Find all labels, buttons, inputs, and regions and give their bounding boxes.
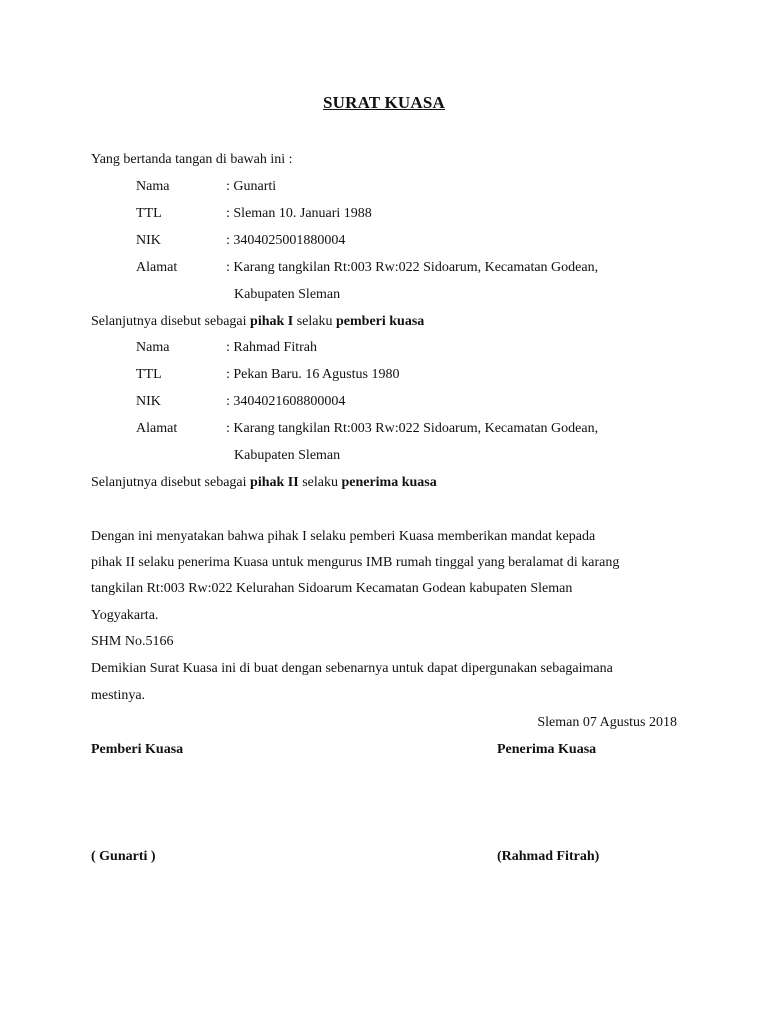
party-label: pihak I xyxy=(250,314,294,329)
grantor-role: Pemberi Kuasa xyxy=(91,742,184,757)
party1-name-value: : Gunarti xyxy=(226,179,277,194)
party-label: pihak II xyxy=(250,475,299,490)
role-label: pemberi kuasa xyxy=(336,314,425,329)
party2-ttl-label: TTL xyxy=(136,367,162,382)
body-line: tangkilan Rt:003 Rw:022 Kelurahan Sidoarum Kecamatan Godean kabupaten Sleman xyxy=(91,581,573,596)
closing-line: mestinya. xyxy=(91,688,146,703)
party1-name-label: Nama xyxy=(136,179,170,194)
party1-nik-label: NIK xyxy=(136,233,161,248)
party1-ttl-value: : Sleman 10. Januari 1988 xyxy=(226,206,372,221)
party2-address-value: : Karang tangkilan Rt:003 Rw:022 Sidoarum, Kecamatan Godean, xyxy=(226,421,599,436)
place-date: Sleman 07 Agustus 2018 xyxy=(537,715,677,730)
party2-name-label: Nama xyxy=(136,340,170,355)
designation-text: selaku xyxy=(293,314,336,329)
party2-nik-value: : 3404021608800004 xyxy=(226,394,346,409)
document-title: SURAT KUASA xyxy=(322,93,445,112)
party2-nik-label: NIK xyxy=(136,394,161,409)
designation-text: Selanjutnya disebut sebagai xyxy=(91,314,251,329)
party2-name-value: : Rahmad Fitrah xyxy=(226,340,317,355)
designation-text: Selanjutnya disebut sebagai xyxy=(91,475,251,490)
designation-text: selaku xyxy=(298,475,342,490)
grantee-role: Penerima Kuasa xyxy=(497,742,597,757)
party1-designation xyxy=(91,313,424,331)
party1-nik-value: : 3404025001880004 xyxy=(226,233,346,248)
intro-text: Yang bertanda tangan di bawah ini : xyxy=(91,152,293,167)
party1-ttl-label: TTL xyxy=(136,206,162,221)
closing-line: Demikian Surat Kuasa ini di buat dengan sebenarnya untuk dapat dipergunakan sebagaimana xyxy=(91,661,613,676)
party1-address-cont: Kabupaten Sleman xyxy=(234,287,341,302)
party2-ttl-value: : Pekan Baru. 16 Agustus 1980 xyxy=(226,367,400,382)
party2-designation xyxy=(91,474,437,492)
party2-address-cont: Kabupaten Sleman xyxy=(234,448,341,463)
body-line: pihak II selaku penerima Kuasa untuk mengurus IMB rumah tinggal yang beralamat di karang xyxy=(91,555,620,570)
party1-address-value: : Karang tangkilan Rt:003 Rw:022 Sidoarum, Kecamatan Godean, xyxy=(226,260,599,275)
grantor-signature-name: ( Gunarti ) xyxy=(91,849,156,864)
shm-number: SHM No.5166 xyxy=(91,634,174,649)
body-line: Dengan ini menyatakan bahwa pihak I selaku pemberi Kuasa memberikan mandat kepada xyxy=(91,529,596,544)
body-line: Yogyakarta. xyxy=(91,608,159,623)
grantee-signature-name: (Rahmad Fitrah) xyxy=(497,849,600,864)
party1-address-label: Alamat xyxy=(136,260,178,275)
party2-address-label: Alamat xyxy=(136,421,178,436)
role-label: penerima kuasa xyxy=(341,475,437,490)
